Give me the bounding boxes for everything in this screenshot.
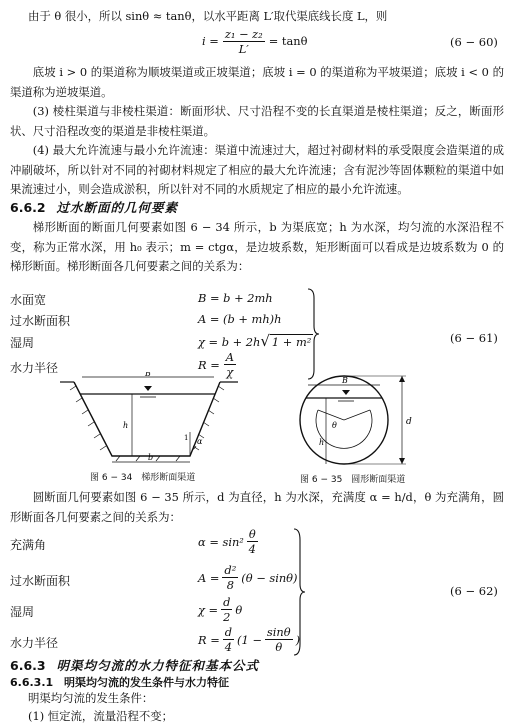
eq62-radius-open: (1 − — [237, 632, 262, 647]
fig35-label-h: h — [319, 438, 325, 447]
fig35-label-B: B — [342, 376, 348, 385]
eq62-radius-den: 4 — [224, 640, 233, 654]
eq62-perimeter-rest: θ — [235, 602, 243, 617]
eq62-fill-num: θ — [248, 527, 256, 541]
equation-6-60 — [202, 24, 307, 58]
eq62-perimeter-lhs: χ = — [198, 602, 219, 617]
eq62-radius-inner-num: sinθ — [266, 625, 291, 639]
fig34-label-h: h — [123, 421, 129, 430]
eq62-label-radius: 水力半径 — [10, 636, 59, 650]
paragraph-velocity: (4) 最大允许流速与最小允许流速：渠道中流速过大，超过衬砌材料的承受限度会造渠道的成冲刷破坏，所以针对不同的衬砌材料规定了相应的最大允许流速；含有泥沙等固体颗粒的渠道中如果流速过小，则会造成淤积，所以针对不同的水质规定了相应的最小允许流速。 — [10, 143, 504, 196]
eq62-formula-area — [198, 563, 297, 592]
section-heading-6-6-3 — [10, 656, 259, 674]
section-number: 6.6.3 — [10, 658, 46, 673]
equation-number-6-62: (6 − 62) — [450, 584, 498, 598]
eq61-perimeter-root: 1 + m² — [271, 335, 312, 349]
eq62-radius-inner-den: θ — [275, 640, 283, 654]
right-brace-icon — [306, 288, 320, 380]
figure-6-35-circular-channel — [288, 370, 438, 470]
figure-6-34-trapezoid-channel — [60, 372, 240, 464]
eq61-radius-den: χ — [226, 365, 234, 379]
figure-6-35-caption: 图 6 − 35 圆形断面渠道 — [300, 475, 406, 485]
paragraph-small-angle: 由于 θ 很小，所以 sinθ ≈ tanθ，以水平距离 L′取代渠底线长度 L，则 — [28, 9, 388, 23]
paragraph-slope: 底坡 i > 0 的渠道称为顺坡渠道或正坡渠道；底坡 i = 0 的渠道称为平坡渠道；底坡 i < 0 的渠道称为逆坡渠道。 — [10, 65, 504, 99]
eq61-radius-num: A — [225, 350, 234, 364]
eq62-formula-fill — [198, 527, 258, 556]
eq61-label-top-width: 水面宽 — [10, 293, 47, 307]
eq60-denominator: L′ — [238, 41, 249, 56]
subsection-number: 6.6.3.1 — [10, 676, 54, 689]
equation-number-6-60: (6 − 60) — [450, 35, 498, 49]
eq62-label-perimeter: 湿周 — [10, 605, 35, 619]
eq60-fraction — [223, 27, 265, 56]
paragraph-trapezoid: 梯形断面的断面几何要素如图 6 − 34 所示，b 为渠底宽；h 为水深，均匀流的水深沿程不变，称为正常水深，用 h₀ 表示；m = ctgα，是边坡系数，矩形断面可以看成是边坡系数为 0 的梯形断面。梯形断面各几何要素之间的关系为： — [10, 220, 504, 273]
eq62-radius-fraction — [223, 625, 234, 654]
sqrt-sign-icon: √ — [260, 332, 270, 350]
right-brace-icon — [292, 528, 306, 656]
eq62-radius-num: d — [224, 625, 233, 639]
fig34-label-b: b — [148, 453, 154, 462]
paragraph-circular: 圆断面几何要素如图 6 − 35 所示，d 为直径，h 为水深，充满度 α = h/d，θ 为充满角，圆形断面各几何要素之间的关系为： — [10, 490, 504, 524]
fig34-label-B: B — [145, 372, 151, 378]
eq62-area-num: d² — [224, 563, 237, 577]
subsection-heading-6-6-3-1 — [10, 674, 229, 690]
eq62-formula-radius — [198, 625, 300, 654]
eq62-fill-lhs: α = sin² — [198, 534, 244, 549]
eq62-area-lhs: A = — [198, 570, 220, 585]
eq62-label-area: 过水断面积 — [10, 574, 71, 588]
eq62-label-fill-angle: 充满角 — [10, 538, 47, 552]
eq62-formula-perimeter — [198, 595, 242, 624]
eq62-radius-lhs: R = — [198, 632, 220, 647]
eq60-lhs: i = — [202, 34, 219, 48]
eq61-label-area: 过水断面积 — [10, 314, 71, 328]
paragraph-conditions: 明渠均匀流的发生条件： — [28, 691, 154, 705]
eq62-radius-inner-fraction — [265, 625, 293, 654]
eq62-perimeter-num: d — [223, 595, 231, 609]
eq62-perimeter-den: 2 — [223, 610, 231, 624]
section-heading-6-6-2 — [10, 198, 178, 216]
figure-6-34-caption: 图 6 − 34 梯形断面渠道 — [90, 473, 196, 483]
paragraph-condition-1: (1) 恒定流，流量沿程不变； — [28, 709, 174, 723]
fig35-label-theta: θ — [332, 421, 337, 430]
eq62-radius-close: ) — [295, 632, 301, 647]
eq61-formula-perimeter — [198, 332, 313, 350]
eq60-numerator: z₁ − z₂ — [224, 26, 263, 41]
eq61-formula-area: A = (b + mh)h — [198, 312, 282, 326]
section-title: 明渠均匀流的水力特征和基本公式 — [56, 658, 259, 673]
paragraph-prismatic: (3) 棱柱渠道与非棱柱渠道：断面形状、尺寸沿程不变的长直渠道是棱柱渠道；反之，断面形状、尺寸沿程改变的渠道是非棱柱渠道。 — [10, 104, 504, 138]
eq61-formula-width: B = b + 2mh — [198, 291, 273, 305]
section-title: 过水断面的几何要素 — [56, 200, 178, 215]
eq62-area-rest: (θ − sinθ) — [241, 570, 298, 585]
fig34-label-one: 1 — [184, 434, 189, 442]
eq61-perimeter-part: χ = b + 2h — [198, 335, 261, 349]
equation-number-6-61: (6 − 61) — [450, 331, 498, 345]
eq62-area-fraction — [222, 563, 238, 592]
eq61-label-perimeter: 湿周 — [10, 336, 35, 350]
fig34-label-alpha: α — [197, 437, 203, 446]
eq60-rhs: = tanθ — [268, 34, 308, 48]
subsection-title: 明渠均匀流的发生条件与水力特征 — [64, 676, 230, 689]
eq62-area-den: 8 — [226, 578, 234, 592]
eq62-fill-fraction — [247, 527, 258, 556]
eq62-perimeter-fraction — [221, 595, 232, 624]
fig35-label-d: d — [406, 417, 412, 427]
eq61-label-radius: 水力半径 — [10, 361, 59, 375]
eq62-fill-den: 4 — [248, 542, 256, 556]
eq61-radius-lhs: R = — [198, 357, 220, 372]
section-number: 6.6.2 — [10, 200, 46, 215]
